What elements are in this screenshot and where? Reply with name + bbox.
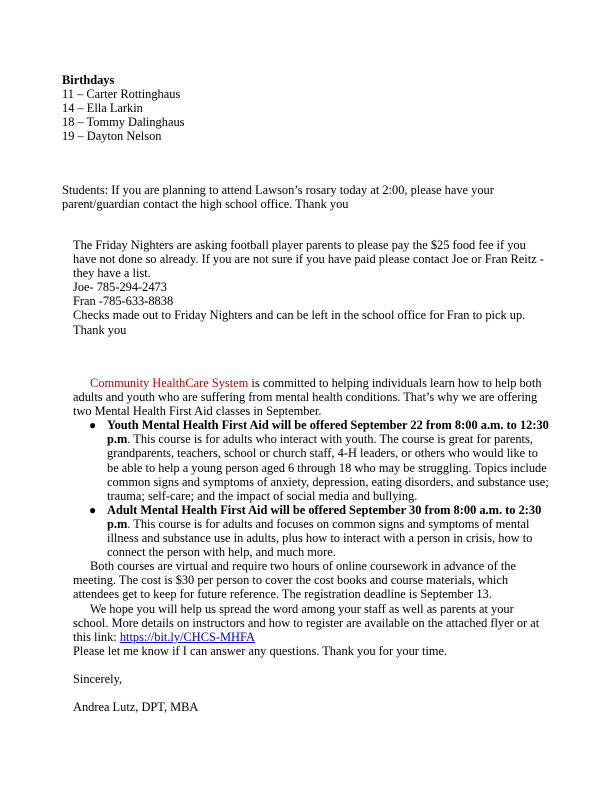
course-description: . This course is for adults who interact with youth. The course is great for parents, grandparents, teachers, school or church staff, 4-H leaders, or others who would like to be able to help a young person aged 6 through 18 who may be struggling. Topics include common signs and symptoms of anxiety, depression, eating disorders, and substance use; trauma; self-care; and the impact of social media and bullying. [107, 432, 549, 503]
birthday-entry: 14 – Ella Larkin [62, 101, 143, 116]
fran-phone: Fran -785-633-8838 [73, 294, 174, 309]
course-description: . This course is for adults and focuses on common signs and symptoms of mental illness and substance use in adults, plus how to interact with a person in crisis, how to connect the person with help, and much more. [107, 516, 533, 560]
birthday-entry: 18 – Tommy Dalinghaus [62, 115, 185, 130]
course-item-youth [89, 418, 551, 503]
course-list [73, 418, 551, 559]
birthday-entry: 11 – Carter Rottinghaus [62, 87, 181, 102]
registration-link[interactable]: https://bit.ly/CHCS-MHFA [119, 629, 255, 644]
birthday-entry: 19 – Dayton Nelson [62, 129, 162, 144]
mhfa-intro-paragraph [73, 376, 551, 418]
rosary-notice [62, 183, 552, 211]
friday-nighters-notice [73, 238, 551, 337]
virtual-courses-paragraph [73, 559, 551, 601]
friday-nighters-intro: The Friday Nighters are asking football player parents to please pay the $25 food fee if you have not done so already. If you are not sure if you have paid please contact Joe or Fran Reitz - they have a list. [73, 238, 544, 281]
virtual-courses-text: Both courses are virtual and require two hours of online coursework in advance of the meeting. The cost is $30 per person to cover the cost books and course materials, which attendees get to keep for future reference. The registration deadline is September 13. [73, 559, 516, 602]
birthdays-heading: Birthdays [62, 73, 115, 87]
signature: Andrea Lutz, DPT, MBA [73, 699, 199, 714]
spread-word-paragraph [73, 602, 551, 644]
bullet-icon: ● [89, 418, 97, 433]
friday-nighters-thanks: Thank you [73, 322, 127, 337]
spread-word-text: We hope you will help us spread the word among your staff as well as parents at your school. More details on instructors and how to register are available on the attached flyer or at this link: [73, 601, 540, 644]
mhfa-intro-text: is committed to helping individuals learn how to help both adults and youth who are suffering from mental health conditions. That’s why we are offering two Mental Health First Aid classes in September. [73, 376, 542, 419]
course-title: Youth Mental Health First Aid will be offered September 22 from 8:00 a.m. to 12:30 p.m [107, 418, 549, 447]
birthdays-section [62, 73, 542, 143]
joe-phone: Joe- 785-294-2473 [73, 280, 167, 295]
bullet-icon: ● [89, 502, 97, 517]
rosary-notice-text: Students: If you are planning to attend Lawson’s rosary today at 2:00, please have your parent/guardian contact the high school office. Thank you [62, 183, 494, 212]
sincerely-text: Sincerely, [73, 671, 123, 686]
organization-name: Community HealthCare System [90, 376, 249, 390]
closing-line: Please let me know if I can answer any questions. Thank you for your time. [73, 643, 448, 658]
course-item-adult [89, 502, 551, 560]
course-title: Adult Mental Health First Aid will be offered September 30 from 8:00 a.m. to 2:30 p.m [107, 502, 542, 531]
checks-instructions: Checks made out to Friday Nighters and can be left in the school office for Fran to pick up. [73, 308, 526, 323]
mental-health-first-aid-section [73, 376, 551, 714]
